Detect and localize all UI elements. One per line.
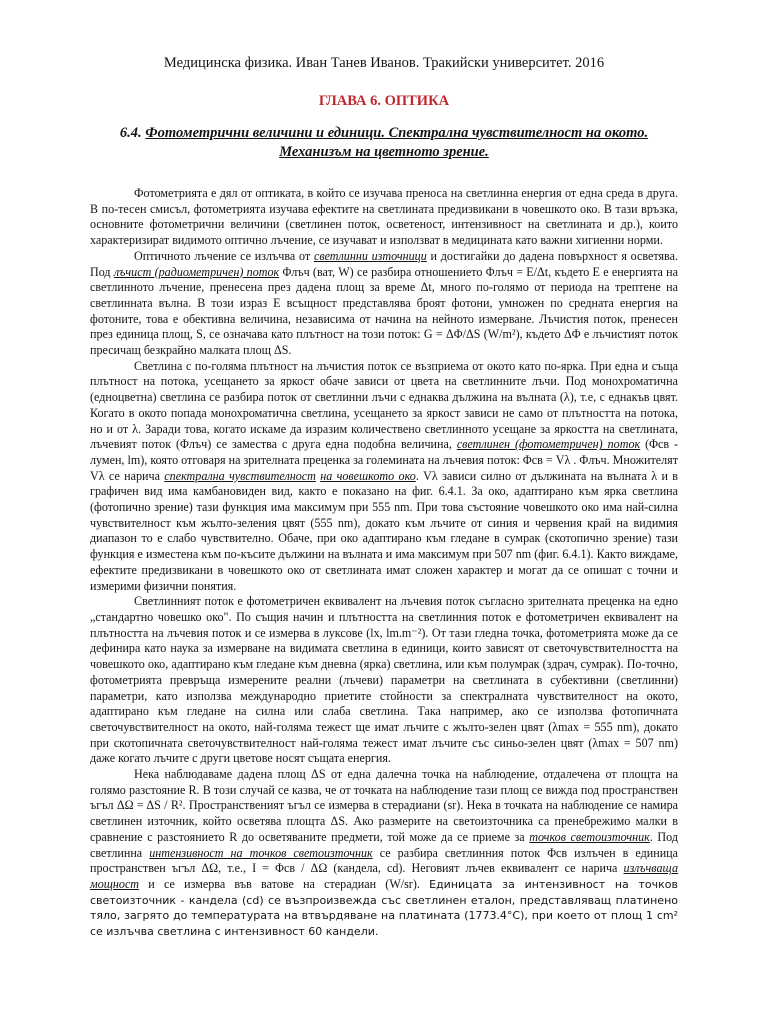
section-title-line2: Механизъм на цветното зрение. [279,144,489,160]
section-title-line1: Фотометрични величини и единици. Спектрална чувствителност на окото. [145,125,649,141]
section-number: 6.4. [119,125,142,141]
paragraph-2-part-c: Φлъч (ват, W) се разбира отношението Φлъч = E/Δt, където E е енергията на светлинното лъчение, пренесена през дадена площ за време Δt, много по-голямо от периода на трептене на светлинната вълна. В този израз E всъщност представлява броят фотони, умножен по средната енергия на фотоните, това е обективна величина, независима от начина на нейното измерване. Лъчистия поток, пренесен през единица площ, S, се означава като плътност на този поток: G = ΔΦ/ΔS (W/m²), където ΔΦ е лъчистият поток пресичащ безкрайно малката площ ΔS. [90,264,679,358]
term-point-source: точков светоизточник [529,829,650,844]
running-header: Медицинска физика. Иван Танев Иванов. Тракийски университет. 2016 [163,55,605,71]
paragraph-5-part-a: Нека наблюдаваме дадена площ ΔS от една далечна точка на наблюдение, отдалечена от площта на голямо разстояние R. В този случай се казва, че от точката на наблюдение тази площ се вижда под пространствен ъгъл ΔΩ = ΔS / R². Пространственият ъгъл се измерва в стерадиани (sr). Нека в точката на наблюдение се намира светлинен източник, който осветява площта ΔS. Ако размерите на светоизточника са пренебрежимо малки в сравнение с разстоянието R до осветяваните предмети, той може да се приеме за [90,767,678,844]
paragraph-5 [90,767,678,940]
body-text [90,186,678,940]
paragraph-5-candela-note: Единицата за интензивност на точков светоизточник - кандела (cd) се възпроизвежда със светлинен еталон, представляващ платинено тяло, загрято до температурата на втвърдяване на платината (1773.4°С), при което от площ 1 cm² се излъчва светлина с интензивност 60 кандели. [90,877,678,939]
paragraph-2-part-b: и достигайки до дадена повърхност я осветява. Под [90,248,678,279]
paragraph-1: Фотометрията е дял от оптиката, в който се изучава преноса на светлинна енергия от една среда в друга. В по-тесен смисъл, фотометрията изучава ефектите на светлината предизвикани в човешкото око. В тази връзка, основните фотометрични величини (светлинен поток, осветеност, интензивност на светлината и др.), които характеризират видимото оптично лъчение, се изучават и използват в медицината като важни хигиенни норми. [90,186,678,248]
term-luminous-flux: светлинен (фотометричен) поток [456,437,641,452]
paragraph-5-part-d: и се измерва във ватове на стерадиан (W/sr). [139,876,430,891]
term-point-source-intensity: интензивност на точков светоизточник [149,845,373,860]
paragraph-5-part-b: . Под светлинна [90,829,678,860]
term-spectral-sensitivity: спектрална чувствителност [164,468,316,483]
paragraph-3 [90,359,678,595]
paragraph-5-part-c: се разбира светлинния поток Φсв излъчен в единица пространствен ъгъл ΔΩ, т.е., I = Φсв / ΔΩ (кандела, cd). Неговият лъчев еквивалент се нарича [90,845,679,876]
section-heading [90,124,678,162]
term-radiant-flux: лъчист (радиометричен) поток [113,264,280,279]
paragraph-3-part-a: Светлина с по-голяма плътност на лъчистия поток се възприема от окото като по-ярка. При една и съща плътност на потока, усещането за яркост обаче зависи от цвета на светлинните лъчи. Под монохроматична (едноцветна) светлина се разбира поток от светлинни лъчи с еднаква дължина на вълната (λ), т.е, с еднакъв цвят. Когато в окото попада монохроматична светлина, усещането за яркост зависи не само от плътността на потока, но и от λ. Заради това, когато искаме да изразим количествено светлинното усещане за яркостта на светлината, лъчевият поток (Φлъч) се замества с друга една подобна величина, [90,358,678,452]
paragraph-3-part-c: . Vλ зависи силно от дължината на вълната λ и в графичен вид има камбановиден вид, както е показано на фиг. 6.4.1. За око, адаптирано към ярка светлина (фотопично зрение) тази функция има максимум при 555 nm. При това състояние човешкото око има най-силна чувствителност към жълто-зеления цвят (555 nm), докато към лъчите от синия и червения край на видимия диапазон то е слабо чувствително. Обаче, при око адаптирано към гледане в сумрак (скотопично зрение) тази функция е изместена към по-късите дължини на вълната и има максимум при 507 nm (фиг. 6.4.1). Както виждаме, ефектите предизвикани в човешкото око от светлината имат сложен характер и могат да се опишат с точни и измерими физични понятия. [90,468,678,593]
paragraph-2 [90,249,678,359]
term-human-eye: на човешкото око [320,468,416,483]
paragraph-4: Светлинният поток е фотометричен еквивалент на лъчевия поток съгласно зрителната преценка на едно „стандартно човешко око". По същия начин и плътността на светлинния поток е фотометричен еквивалент на плътността на лъчевия поток и се измерва в луксове (lx, lm.m⁻²). От тази гледна точка, фотометрията може да се дефинира като наука за измерване на видимата светлина в единици, които зависят от светочувствителността на човешкото око, адаптирано към гледане към дневна (ярка) светлина, или към полумрак (здрач, сумрак). По-точно, фотометрията превръща измерените реални (лъчеви) параметри на светлината в субективни (светлинни) параметри, като използва международно приетите стойности за спектралната чувствителност на окото, адаптирано към гледане на силна или слаба светлина. Така например, ако се използва фотопичната светочувствителност на окото, най-голяма тежест ще имат лъчите с жълто-зелен цвят (λmax = 555 nm), докато при скотопичната светочувствителност най-голяма тежест имат лъчите със синьо-зелен цвят (λmax = 507 nm) даже когато лъчите с други цветове носят същата енергия. [90,594,678,766]
term-radiant-intensity: излъчваща мощност [90,861,678,891]
term-light-sources: светлинни източници [313,248,427,263]
paragraph-3-part-b: (Φсв - лумен, lm), която отговаря на зрителната преценка за големината на лъчевия поток: Φсв = Vλ . Φлъч. Множителят Vλ се нарича [90,437,678,483]
paragraph-2-part-a: Оптичното лъчение се излъчва от [134,248,314,263]
chapter-title: ГЛАВА 6. ОПТИКА [318,93,450,109]
